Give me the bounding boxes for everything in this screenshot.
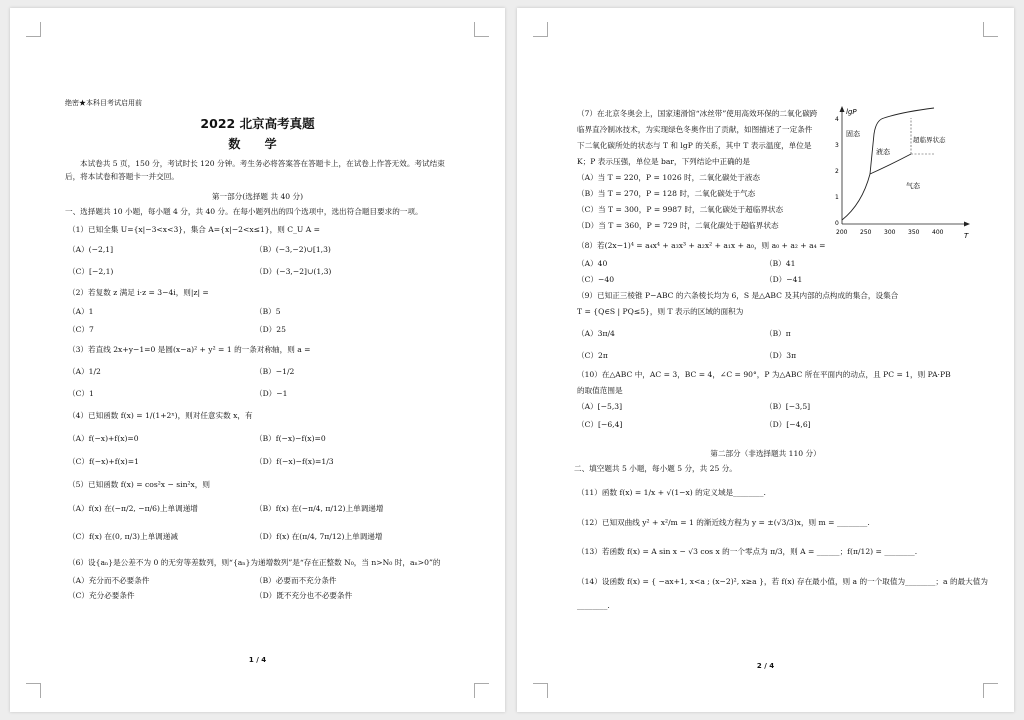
option-d: （D）既不充分也不必要条件 — [255, 591, 353, 600]
option-b: （B）−1/2 — [255, 367, 295, 376]
option-b: （B）[−3,5] — [765, 402, 811, 411]
answer-blank: ________. — [577, 601, 610, 610]
x-tick: 350 — [908, 229, 920, 236]
exam-page-2 — [517, 8, 1014, 712]
y-tick: 1 — [835, 194, 839, 201]
section2-intro: 二、填空题共 5 小题，每小题 5 分，共 25 分。 — [574, 464, 737, 473]
y-tick: 0 — [835, 220, 839, 227]
page-number: 2 / 4 — [756, 662, 775, 670]
option-a: （A）40 — [577, 259, 608, 268]
option-b: （B）f(−x)−f(x)=0 — [255, 434, 326, 443]
crop-mark — [983, 683, 998, 698]
option-a: （A）1/2 — [68, 367, 101, 376]
question-stem: （8）若(2x−1)⁴ = a₄x⁴ + a₃x³ + a₂x² + a₁x + a₀，则 a₀ + a₂ + a₄ = — [577, 241, 826, 250]
option-c: （C）充分必要条件 — [68, 591, 135, 600]
question-stem: （4）已知函数 f(x) = 1/(1+2ˣ)，则对任意实数 x，有 — [68, 411, 253, 420]
upper-boundary-curve — [884, 108, 934, 118]
question-stem: （13）若函数 f(x) = A sin x − √3 cos x 的一个零点为 π/3，则 A = ______；f(π/12) = ________. — [577, 547, 918, 556]
question-stem: （14）设函数 f(x) = { −ax+1, x<a ; (x−2)², x≥a }，若 f(x) 存在最小值，则 a 的一个取值为________；a 的最大值为 — [577, 577, 988, 586]
region-gas-label: 气态 — [906, 182, 920, 190]
part1-title: 第一部分(选择题 共 40 分) — [211, 192, 304, 201]
option-a: （A）f(−x)+f(x)=0 — [68, 434, 139, 443]
option-c: （C）f(−x)+f(x)=1 — [68, 457, 139, 466]
question-stem: 下二氧化碳所处的状态与 T 和 lgP 的关系，其中 T 表示温度，单位是 — [577, 141, 812, 150]
intro-line: 后，将本试卷和答题卡一并交回。 — [65, 172, 179, 181]
option-d: （D）−1 — [255, 389, 288, 398]
crop-mark — [533, 683, 548, 698]
question-stem: （12）已知双曲线 y² + x²/m = 1 的渐近线方程为 y = ±(√3/3)x，则 m = ________. — [577, 518, 870, 527]
y-tick: 2 — [835, 168, 839, 175]
option-c: （C）当 T = 300，P = 9987 时，二氧化碳处于超临界状态 — [577, 205, 784, 214]
option-a: （A）当 T = 220，P = 1026 时，二氧化碳处于液态 — [577, 173, 760, 182]
option-d: （D）−41 — [765, 275, 803, 284]
question-stem: （3）若直线 2x+y−1=0 是圆(x−a)² + y² = 1 的一条对称轴，则 a = — [68, 345, 311, 354]
option-c: （C）7 — [68, 325, 94, 334]
option-c: （C）[−6,4] — [577, 420, 623, 429]
crop-mark — [474, 683, 489, 698]
region-supercritical-label: 超临界状态 — [913, 136, 946, 144]
vaporization-curve — [870, 154, 911, 174]
option-b: （B）必要而不充分条件 — [255, 576, 337, 585]
option-a: （A）(−2,1] — [68, 245, 114, 254]
crop-mark — [26, 22, 41, 37]
option-d: （D）25 — [255, 325, 286, 334]
option-c: （C）1 — [68, 389, 94, 398]
section1-intro: 一、选择题共 10 小题，每小题 4 分，共 40 分。在每小题列出的四个选项中，选出符合题目要求的一项。 — [65, 207, 423, 216]
option-b: （B）(−3,−2)∪[1,3) — [255, 245, 331, 254]
intro-line: 本试卷共 5 页，150 分，考试时长 120 分钟。考生务必将答案答在答题卡上，在试卷上作答无效。考试结束 — [80, 159, 445, 168]
option-a: （A）1 — [68, 307, 94, 316]
y-tick: 3 — [835, 142, 839, 149]
y-axis-label: lgP — [846, 108, 857, 116]
x-axis-arrow-icon — [964, 222, 970, 227]
option-a: （A）f(x) 在(−π/2, −π/6)上单调递增 — [68, 504, 198, 513]
exam-page-1 — [10, 8, 505, 712]
y-axis-arrow-icon — [840, 106, 845, 112]
option-d: （D）f(−x)−f(x)=1/3 — [255, 457, 334, 466]
crop-mark — [26, 683, 41, 698]
option-b: （B）5 — [255, 307, 281, 316]
region-solid-label: 固态 — [846, 130, 860, 138]
confidential-note: 绝密★本科目考试启用前 — [65, 99, 142, 107]
x-axis-label: T — [964, 232, 969, 240]
option-d: （D）3π — [765, 351, 797, 360]
x-tick: 200 — [836, 229, 848, 236]
option-b: （B）41 — [765, 259, 796, 268]
question-stem: （9）已知正三棱锥 P−ABC 的六条棱长均为 6，S 是△ABC 及其内部的点构成的集合，设集合 — [577, 291, 899, 300]
crop-mark — [983, 22, 998, 37]
melting-curve — [870, 118, 884, 174]
question-stem: （11）函数 f(x) = 1/x + √(1−x) 的定义域是________. — [577, 488, 766, 497]
question-stem: 的取值范围是 — [577, 386, 623, 395]
option-b: （B）f(x) 在(−π/4, π/12)上单调递增 — [255, 504, 384, 513]
subject-title: 数 学 — [228, 137, 287, 151]
y-tick: 4 — [835, 116, 839, 123]
option-a: （A）充分而不必要条件 — [68, 576, 150, 585]
option-a: （A）3π/4 — [577, 329, 615, 338]
question-stem: （7）在北京冬奥会上，国家速滑馆“冰丝带”使用高效环保的二氧化碳跨 — [577, 109, 818, 118]
option-b: （B）当 T = 270，P = 128 时，二氧化碳处于气态 — [577, 189, 756, 198]
crop-mark — [474, 22, 489, 37]
question-stem: （1）已知全集 U={x|−3<x<3}，集合 A={x|−2<x≤1}，则 C_U A = — [68, 225, 320, 234]
option-c: （C）f(x) 在(0, π/3)上单调递减 — [68, 532, 178, 541]
option-d: （D）f(x) 在(π/4, 7π/12)上单调递增 — [255, 532, 383, 541]
exam-title: 2022 北京高考真题 — [200, 116, 315, 131]
option-c: （C）2π — [577, 351, 608, 360]
x-tick: 400 — [932, 229, 944, 236]
question-stem: （10）在△ABC 中，AC = 3，BC = 4，∠C = 90°，P 为△ABC 所在平面内的动点，且 PC = 1，则 PA·PB — [577, 370, 951, 379]
question-stem: （6）设{aₙ}是公差不为 0 的无穷等差数列，则“{aₙ}为递增数列”是“存在正整数 N₀，当 n>N₀ 时，aₙ>0”的 — [68, 558, 441, 567]
option-d: （D）当 T = 360，P = 729 时，二氧化碳处于超临界状态 — [577, 221, 779, 230]
question-stem: T = {Q∈S | PQ≤5}，则 T 表示的区域的面积为 — [577, 307, 744, 316]
question-stem: 临界直冷制冰技术，为实现绿色冬奥作出了贡献，如图描述了一定条件 — [577, 125, 813, 134]
x-tick: 250 — [860, 229, 872, 236]
page-number: 1 / 4 — [248, 656, 267, 664]
option-a: （A）[−5,3] — [577, 402, 623, 411]
x-tick: 300 — [884, 229, 896, 236]
crop-mark — [533, 22, 548, 37]
question-stem: （5）已知函数 f(x) = cos²x − sin²x，则 — [68, 480, 210, 489]
region-liquid-label: 液态 — [876, 148, 890, 156]
option-c: （C）−40 — [577, 275, 615, 284]
part2-title: 第二部分（非选择题共 110 分） — [710, 449, 821, 458]
sublimation-curve — [842, 174, 870, 220]
option-b: （B）π — [765, 329, 791, 338]
question-stem: K；P 表示压强，单位是 bar，下列结论中正确的是 — [577, 157, 750, 166]
option-c: （C）[−2,1) — [68, 267, 114, 276]
co2-phase-diagram — [832, 106, 972, 244]
question-stem: （2）若复数 z 满足 i·z = 3−4i，则|z| = — [68, 288, 209, 297]
option-d: （D）[−4,6] — [765, 420, 811, 429]
option-d: （D）(−3,−2]∪(1,3) — [255, 267, 332, 276]
